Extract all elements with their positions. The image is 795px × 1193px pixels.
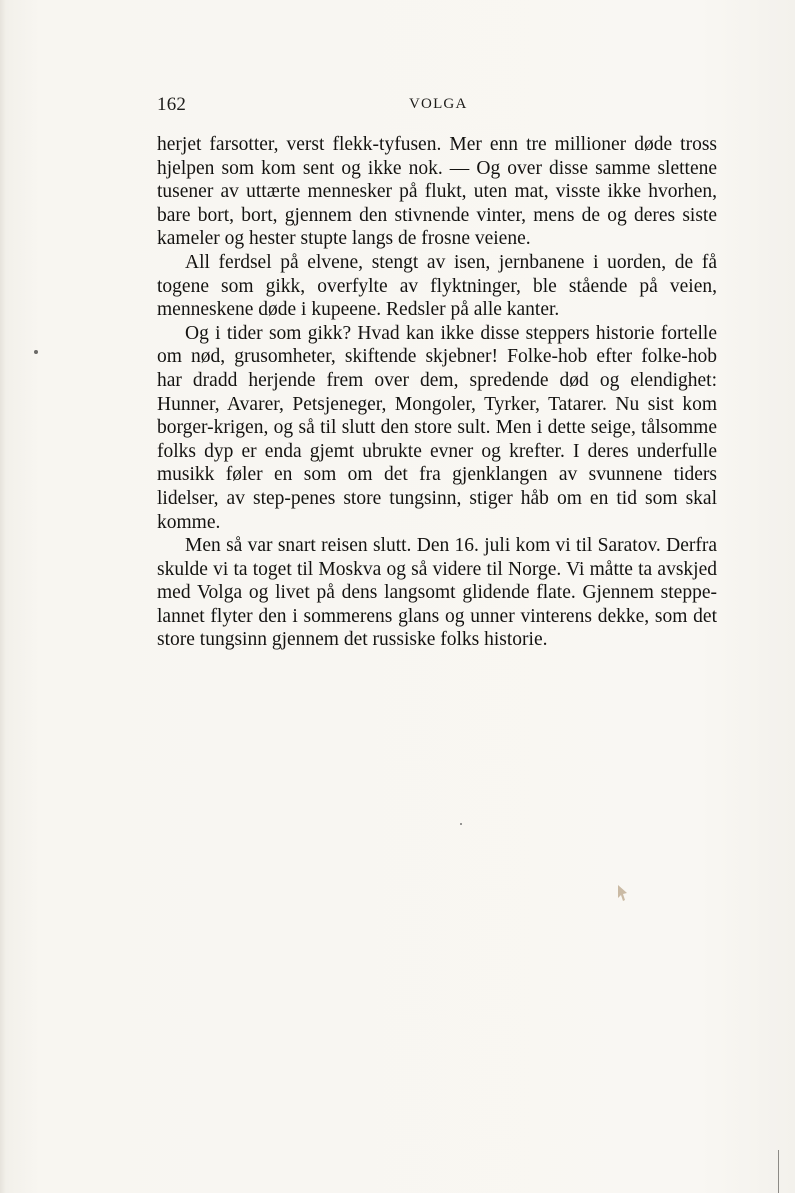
paragraph-4: Men så var snart reisen slutt. Den 16. juli kom vi til Saratov. Derfra skulde vi ta toget til Moskva og så videre til Norge. Vi måtte ta avskjed med Volga og livet på dens langsomt glidende flate. Gjennem steppe-lannet flyter den i sommerens glans og unner vinterens dekke, som det store tungsinn gjennem det russiske folks historie.	[157, 535, 717, 651]
ink-speck	[460, 823, 462, 825]
running-head	[157, 94, 717, 118]
margin-speck	[34, 350, 38, 354]
paragraph-3: Og i tider som gikk? Hvad kan ikke disse steppers historie fortelle om nød, grusomheter, skiftende skjebner! Folke-hob efter folke-hob har dradd herjende frem over dem, spredende død og elendighet: Hunner, Avarer, Petsjeneger, Mongoler, Tyrker, Tatarer. Nu sist kom borger-krigen, og så til slutt den store sult. Men i dette seige, tålsomme folks dyp er enda gjemt ubrukte evner og krefter. I deres underfulle musikk føler en som om det fra gjenklangen av svunnene tiders lidelser, av step-penes store tungsinn, stiger håb om en tid som skal komme.	[157, 322, 717, 533]
body-text	[157, 133, 717, 652]
page-edge-line	[778, 1150, 779, 1193]
paragraph-1: herjet farsotter, verst flekk-tyfusen. Mer enn tre millioner døde tross hjelpen som kom sent og ikke nok. — Og over disse samme slettene tusener av uttærte mennesker på flukt, uten mat, visste ikke hvorhen, bare bort, bort, gjennem den stivnende vinter, mens de og deres siste kameler og hester stupte langs de frosne veiene.	[157, 134, 717, 250]
page-number: 162	[157, 94, 187, 115]
running-title: VOLGA	[409, 96, 468, 112]
page-left-edge	[0, 0, 6, 1193]
stray-mark-icon	[617, 884, 629, 902]
paragraph-2: All ferdsel på elvene, stengt av isen, jernbanene i uorden, de få togene som gikk, overfylte av flyktninger, ble stående på veien, menneskene døde i kupeene. Redsler på alle kanter.	[157, 251, 717, 321]
